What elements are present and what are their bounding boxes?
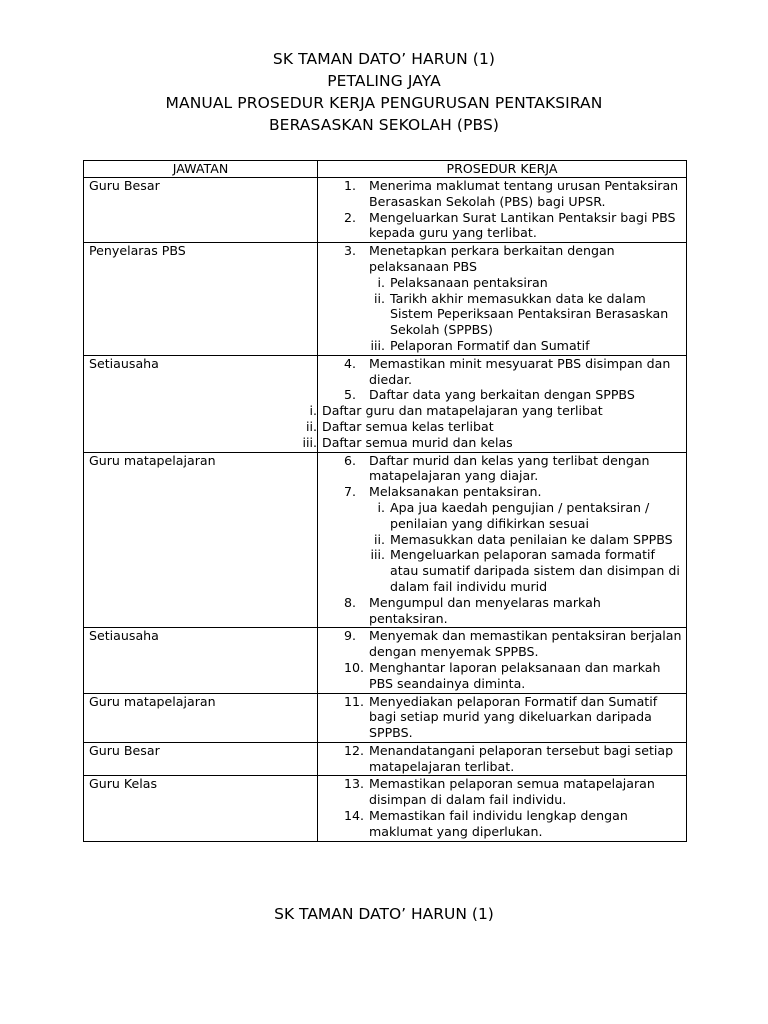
procedure-step: [318, 743, 686, 775]
sub-step: [296, 435, 686, 451]
step-number: 2.: [344, 209, 357, 225]
jawatan-cell: Guru matapelajaran: [84, 452, 318, 628]
sub-step: [318, 547, 686, 594]
procedure-step: [318, 628, 686, 660]
step-number: 10.: [344, 659, 365, 675]
sub-step: [296, 419, 686, 435]
sub-step-text: Pelaksanaan pentaksiran: [390, 274, 548, 290]
procedure-step: [318, 808, 686, 840]
step-text: Menyemak dan memastikan pentaksiran berjalan dengan menyemak SPPBS.: [369, 628, 682, 660]
sub-step: [296, 403, 686, 419]
step-text: Daftar data yang berkaitan dengan SPPBS: [369, 387, 635, 403]
footer-school-name: SK TAMAN DATO’ HARUN (1): [274, 905, 494, 923]
header-jawatan: JAWATAN: [84, 161, 318, 178]
sub-step-number: iii.: [370, 547, 385, 563]
procedure-step: [318, 595, 686, 627]
table-row: [84, 243, 687, 356]
manual-title-line-2: BERASASKAN SEKOLAH (PBS): [268, 116, 500, 134]
sub-step-number: i.: [377, 499, 385, 515]
sub-step-number: iii.: [302, 434, 317, 450]
step-text: Mengeluarkan Surat Lantikan Pentaksir bagi PBS kepada guru yang terlibat.: [369, 209, 676, 241]
procedure-step: [318, 243, 686, 275]
jawatan-cell: Penyelaras PBS: [84, 243, 318, 356]
step-number: 12.: [344, 742, 365, 758]
sub-step-text: Pelaporan Formatif dan Sumatif: [390, 337, 590, 353]
step-text: Daftar murid dan kelas yang terlibat dengan matapelajaran yang diajar.: [369, 452, 650, 484]
procedure-step: [318, 660, 686, 692]
school-location: PETALING JAYA: [327, 72, 441, 90]
step-text: Menandatangani pelaporan tersebut bagi setiap matapelajaran terlibat.: [369, 742, 674, 774]
table-row: [84, 742, 687, 776]
step-number: 8.: [344, 594, 357, 610]
header-prosedur-kerja: PROSEDUR KERJA: [318, 161, 687, 178]
procedure-step: [318, 484, 686, 500]
jawatan-cell: Setiausaha: [84, 355, 318, 452]
sub-step: [318, 275, 686, 291]
manual-title-line-1: MANUAL PROSEDUR KERJA PENGURUSAN PENTAKSIRAN: [165, 94, 603, 112]
step-number: 5.: [344, 387, 357, 403]
procedure-step: [318, 210, 686, 242]
prosedur-cell: [318, 776, 687, 841]
sub-step-number: iii.: [370, 337, 385, 353]
step-text: Memastikan minit mesyuarat PBS disimpan dan diedar.: [369, 355, 671, 387]
step-number: 14.: [344, 808, 365, 824]
step-text: Memastikan pelaporan semua matapelajaran disimpan di dalam fail individu.: [369, 776, 655, 808]
sub-step-text: Apa jua kaedah pengujian / pentaksiran / penilaian yang difikirkan sesuai: [390, 499, 650, 531]
step-number: 9.: [344, 628, 357, 644]
step-text: Melaksanakan pentaksiran.: [369, 484, 542, 500]
step-text: Mengumpul dan menyelaras markah pentaksiran.: [369, 594, 601, 626]
sub-step-number: i.: [377, 274, 385, 290]
sub-step-text: Daftar guru dan matapelajaran yang terlibat: [322, 403, 603, 419]
table-row: [84, 452, 687, 628]
table-row: [84, 776, 687, 841]
step-text: Menerima maklumat tentang urusan Pentaksiran Berasaskan Sekolah (PBS) bagi UPSR.: [369, 178, 679, 209]
sub-step: [318, 532, 686, 548]
sub-step-text: Daftar semua murid dan kelas: [322, 434, 513, 450]
sub-step-number: ii.: [305, 418, 317, 434]
sub-step-number: ii.: [373, 290, 385, 306]
prosedur-cell: [318, 178, 687, 243]
step-number: 11.: [344, 693, 365, 709]
procedure-step: [318, 178, 686, 210]
step-number: 3.: [344, 243, 357, 259]
table-row: [84, 628, 687, 693]
jawatan-cell: Guru matapelajaran: [84, 693, 318, 742]
table-row: [84, 178, 687, 243]
sub-step-text: Memasukkan data penilaian ke dalam SPPBS: [390, 531, 673, 547]
jawatan-cell: Setiausaha: [84, 628, 318, 693]
procedure-step: [318, 387, 686, 403]
step-number: 13.: [344, 776, 365, 792]
step-number: 7.: [344, 484, 357, 500]
procedure-step: [318, 694, 686, 741]
sub-step-text: Tarikh akhir memasukkan data ke dalam Sistem Peperiksaan Pentaksiran Berasaskan Sekolah (SPPBS): [390, 290, 669, 338]
procedure-step: [318, 356, 686, 388]
step-number: 4.: [344, 355, 357, 371]
sub-step: [318, 291, 686, 338]
prosedur-cell: [318, 243, 687, 356]
document-heading: [0, 48, 768, 136]
jawatan-cell: Guru Kelas: [84, 776, 318, 841]
sub-step-number: i.: [309, 403, 317, 419]
jawatan-cell: Guru Besar: [84, 742, 318, 776]
sub-step: [318, 338, 686, 354]
step-text: Memastikan fail individu lengkap dengan maklumat yang diperlukan.: [369, 808, 628, 839]
step-number: 6.: [344, 452, 357, 468]
procedure-step: [318, 776, 686, 808]
prosedur-cell: [318, 628, 687, 693]
table-header-row: [84, 161, 687, 178]
sub-step: [318, 500, 686, 532]
table-row: [84, 355, 687, 452]
prosedur-cell: [318, 693, 687, 742]
prosedur-cell: [318, 452, 687, 628]
school-name: SK TAMAN DATO’ HARUN (1): [272, 50, 496, 68]
prosedur-cell: [302, 355, 687, 452]
procedure-step: [318, 453, 686, 485]
sub-step-text: Mengeluarkan pelaporan samada formatif atau sumatif daripada sistem dan disimpan di dalam fail individu murid: [390, 547, 680, 594]
prosedur-cell: [318, 742, 687, 776]
sub-step-number: ii.: [373, 531, 385, 547]
jawatan-cell: Guru Besar: [84, 178, 318, 243]
table-row: [84, 693, 687, 742]
sub-step-text: Daftar semua kelas terlibat: [322, 418, 494, 434]
step-number: 1.: [344, 178, 357, 193]
step-text: Menetapkan perkara berkaitan dengan pelaksanaan PBS: [369, 243, 615, 274]
step-text: Menyediakan pelaporan Formatif dan Sumatif bagi setiap murid yang dikeluarkan daripada SPPBS.: [369, 693, 658, 741]
procedure-table: [83, 160, 687, 842]
step-text: Menghantar laporan pelaksanaan dan markah PBS seandainya diminta.: [369, 659, 661, 691]
